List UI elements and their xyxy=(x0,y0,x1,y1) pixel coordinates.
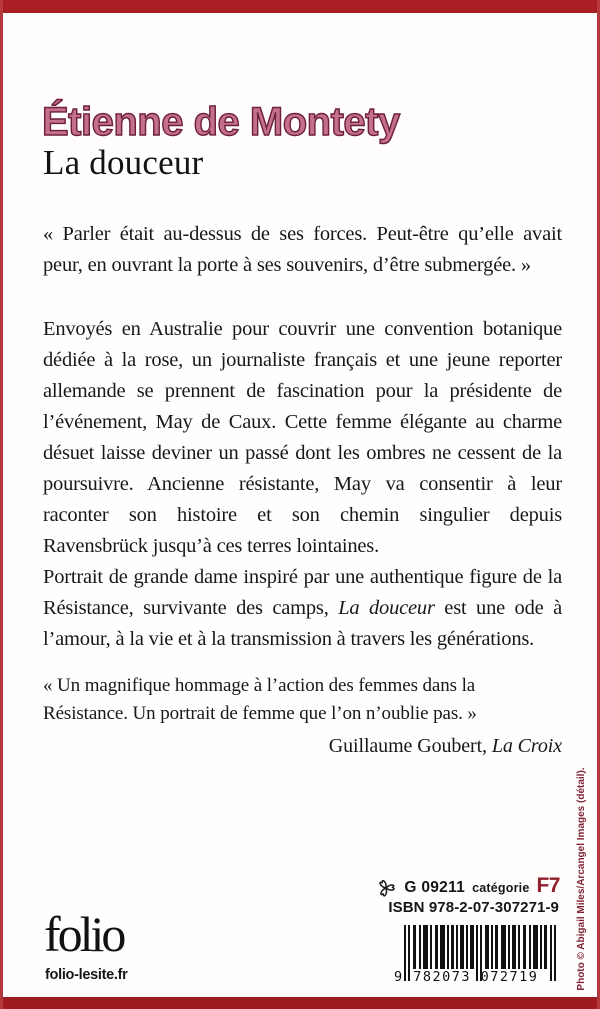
ean13-barcode xyxy=(394,925,558,985)
category-value: F7 xyxy=(536,874,560,897)
synopsis xyxy=(43,314,562,655)
cover-edge-bottom xyxy=(0,997,600,1009)
synopsis-paragraph-1: Envoyés en Australie pour couvrir une convention botanique dédiée à la rose, un journaliste français et une jeune reporter allemande se prennent de fascination pour la présidente de l’événement, May de Caux. Cette femme élégante au charme désuet laisse deviner un passé dont les ombres ne cessent de la poursuivre. Ancienne résistante, May va consentir à leur raconter son histoire et son chemin singulier depuis Ravensbrück jusqu’à ces terres lointaines. xyxy=(43,318,562,557)
cover-edge-top xyxy=(0,0,600,13)
publisher-website: folio-lesite.fr xyxy=(45,967,128,983)
synopsis-paragraph-2 xyxy=(43,562,562,655)
barcode-digits: 9 782073 072719 xyxy=(394,969,539,985)
photo-credit: Photo © Abigail Miles/Arcangel Images (détail). xyxy=(576,767,587,991)
reviewer-name: Guillaume Goubert, xyxy=(328,735,492,757)
press-review xyxy=(43,672,562,761)
category-label: catégorie xyxy=(472,881,530,895)
author-name: Étienne de Montety xyxy=(42,100,400,144)
synopsis-title-mention: La douceur xyxy=(338,597,435,619)
press-review-quote: « Un magnifique hommage à l’action des femmes dans la Résistance. Un portrait de femme que l’on n’oublie pas. » xyxy=(43,675,477,724)
folio-logo: folio xyxy=(44,906,124,962)
review-source: La Croix xyxy=(491,735,562,757)
excerpt-quote: « Parler était au-dessus de ses forces. Peut-être qu’elle avait peur, en ouvrant la porte à ses souvenirs, d’être submergée. » xyxy=(43,223,562,276)
press-review-attribution xyxy=(43,733,562,761)
print-info-row xyxy=(375,874,560,901)
print-code: G 09211 xyxy=(404,879,466,896)
cover-edge-left xyxy=(0,0,3,1009)
isbn: ISBN 978-2-07-307271-9 xyxy=(388,899,559,916)
book-title: La douceur xyxy=(43,143,204,182)
synopsis-paragraph-2-text: Portrait de grande dame inspiré par une authentique figure de la Résistance, survivante des camps, xyxy=(43,566,562,619)
synopsis-paragraph-2-end: est une ode à l’amour, à la vie et à la transmission à travers les générations. xyxy=(43,597,562,650)
